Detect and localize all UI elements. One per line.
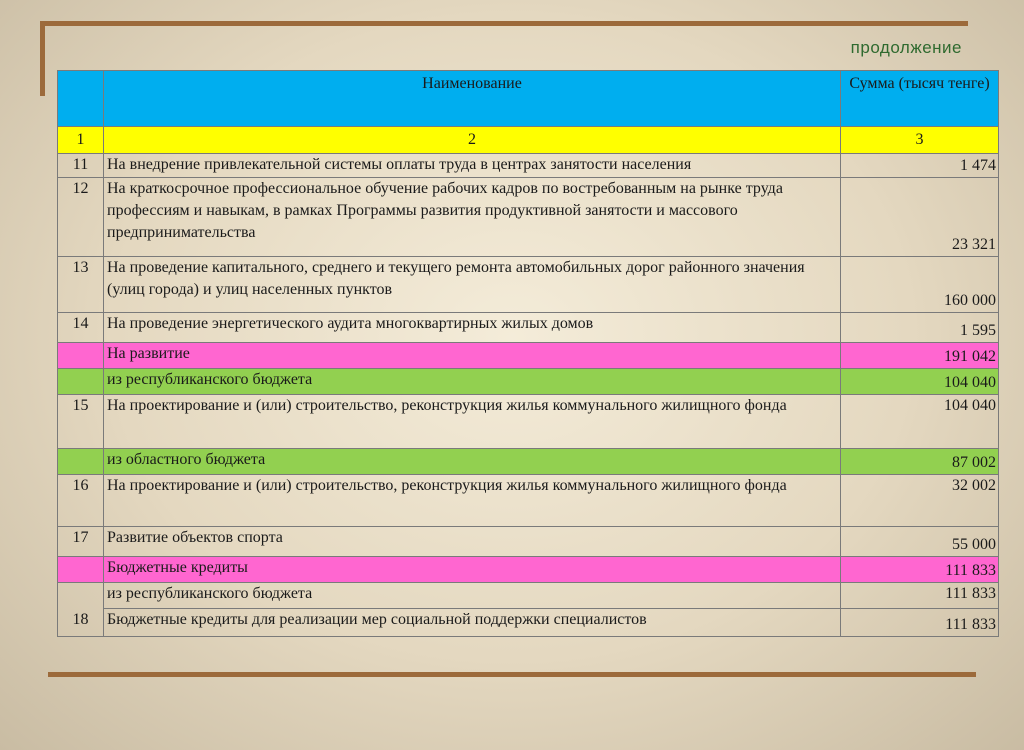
table-row: [58, 343, 999, 369]
row-name: из республиканского бюджета: [104, 369, 841, 395]
table-row: [58, 609, 999, 637]
row-name: На проектирование и (или) строительство, реконструкция жилья коммунального жилищного фонда: [104, 395, 841, 449]
row-num: [58, 557, 104, 583]
frame-top-line: [40, 21, 968, 26]
row-amount: 111 833: [841, 557, 999, 583]
table-row: [58, 257, 999, 313]
frame-bottom-line: [48, 672, 976, 677]
row-name: Бюджетные кредиты: [104, 557, 841, 583]
row-amount: 32 002: [841, 475, 999, 527]
row-num: [58, 369, 104, 395]
row-num: 12: [58, 178, 104, 257]
row-amount: 111 833: [841, 609, 999, 637]
row-amount: 55 000: [841, 527, 999, 557]
row-name: На внедрение привлекательной системы оплаты труда в центрах занятости населения: [104, 154, 841, 178]
row-name: Развитие объектов спорта: [104, 527, 841, 557]
row-name: Бюджетные кредиты для реализации мер социальной поддержки специалистов: [104, 609, 841, 637]
row-name: На проведение энергетического аудита многоквартирных жилых домов: [104, 313, 841, 343]
index-cell: 1: [58, 127, 104, 154]
row-num: 14: [58, 313, 104, 343]
row-name: На краткосрочное профессиональное обучение рабочих кадров по востребованным на рынке труда профессиям и навыкам, в рамках Программы развития продуктивной занятости и массового предпринимательства: [104, 178, 841, 257]
table-row: [58, 369, 999, 395]
table-header-row: [58, 71, 999, 127]
row-num: 18: [58, 609, 104, 637]
table-row: [58, 527, 999, 557]
row-name: На проведение капитального, среднего и текущего ремонта автомобильных дорог районного значения (улиц города) и улиц населенных пунктов: [104, 257, 841, 313]
row-name: из республиканского бюджета: [104, 583, 841, 609]
row-amount: 160 000: [841, 257, 999, 313]
row-num: 13: [58, 257, 104, 313]
header-amount: Сумма (тысяч тенге): [841, 71, 999, 127]
index-cell: 2: [104, 127, 841, 154]
frame-left-line: [40, 21, 45, 96]
row-name: На развитие: [104, 343, 841, 369]
table-row: [58, 475, 999, 527]
index-cell: 3: [841, 127, 999, 154]
row-amount: 191 042: [841, 343, 999, 369]
row-amount: 104 040: [841, 395, 999, 449]
row-num: [58, 449, 104, 475]
index-row: [58, 127, 999, 154]
header-name: Наименование: [104, 71, 841, 127]
table-row: [58, 154, 999, 178]
row-num: 17: [58, 527, 104, 557]
row-amount: 87 002: [841, 449, 999, 475]
row-name: На проектирование и (или) строительство, реконструкция жилья коммунального жилищного фонда: [104, 475, 841, 527]
row-amount: 111 833: [841, 583, 999, 609]
table-row: [58, 313, 999, 343]
row-num: [58, 583, 104, 609]
row-num: [58, 343, 104, 369]
row-num: 16: [58, 475, 104, 527]
row-amount: 1 595: [841, 313, 999, 343]
header-num: [58, 71, 104, 127]
budget-table: [57, 70, 999, 637]
row-amount: 104 040: [841, 369, 999, 395]
subtitle: продолжение: [850, 38, 962, 57]
table-row: [58, 395, 999, 449]
table-row: [58, 583, 999, 609]
row-amount: 1 474: [841, 154, 999, 178]
row-num: 15: [58, 395, 104, 449]
row-amount: 23 321: [841, 178, 999, 257]
table-row: [58, 449, 999, 475]
row-name: из областного бюджета: [104, 449, 841, 475]
table-row: [58, 178, 999, 257]
row-num: 11: [58, 154, 104, 178]
table-row: [58, 557, 999, 583]
